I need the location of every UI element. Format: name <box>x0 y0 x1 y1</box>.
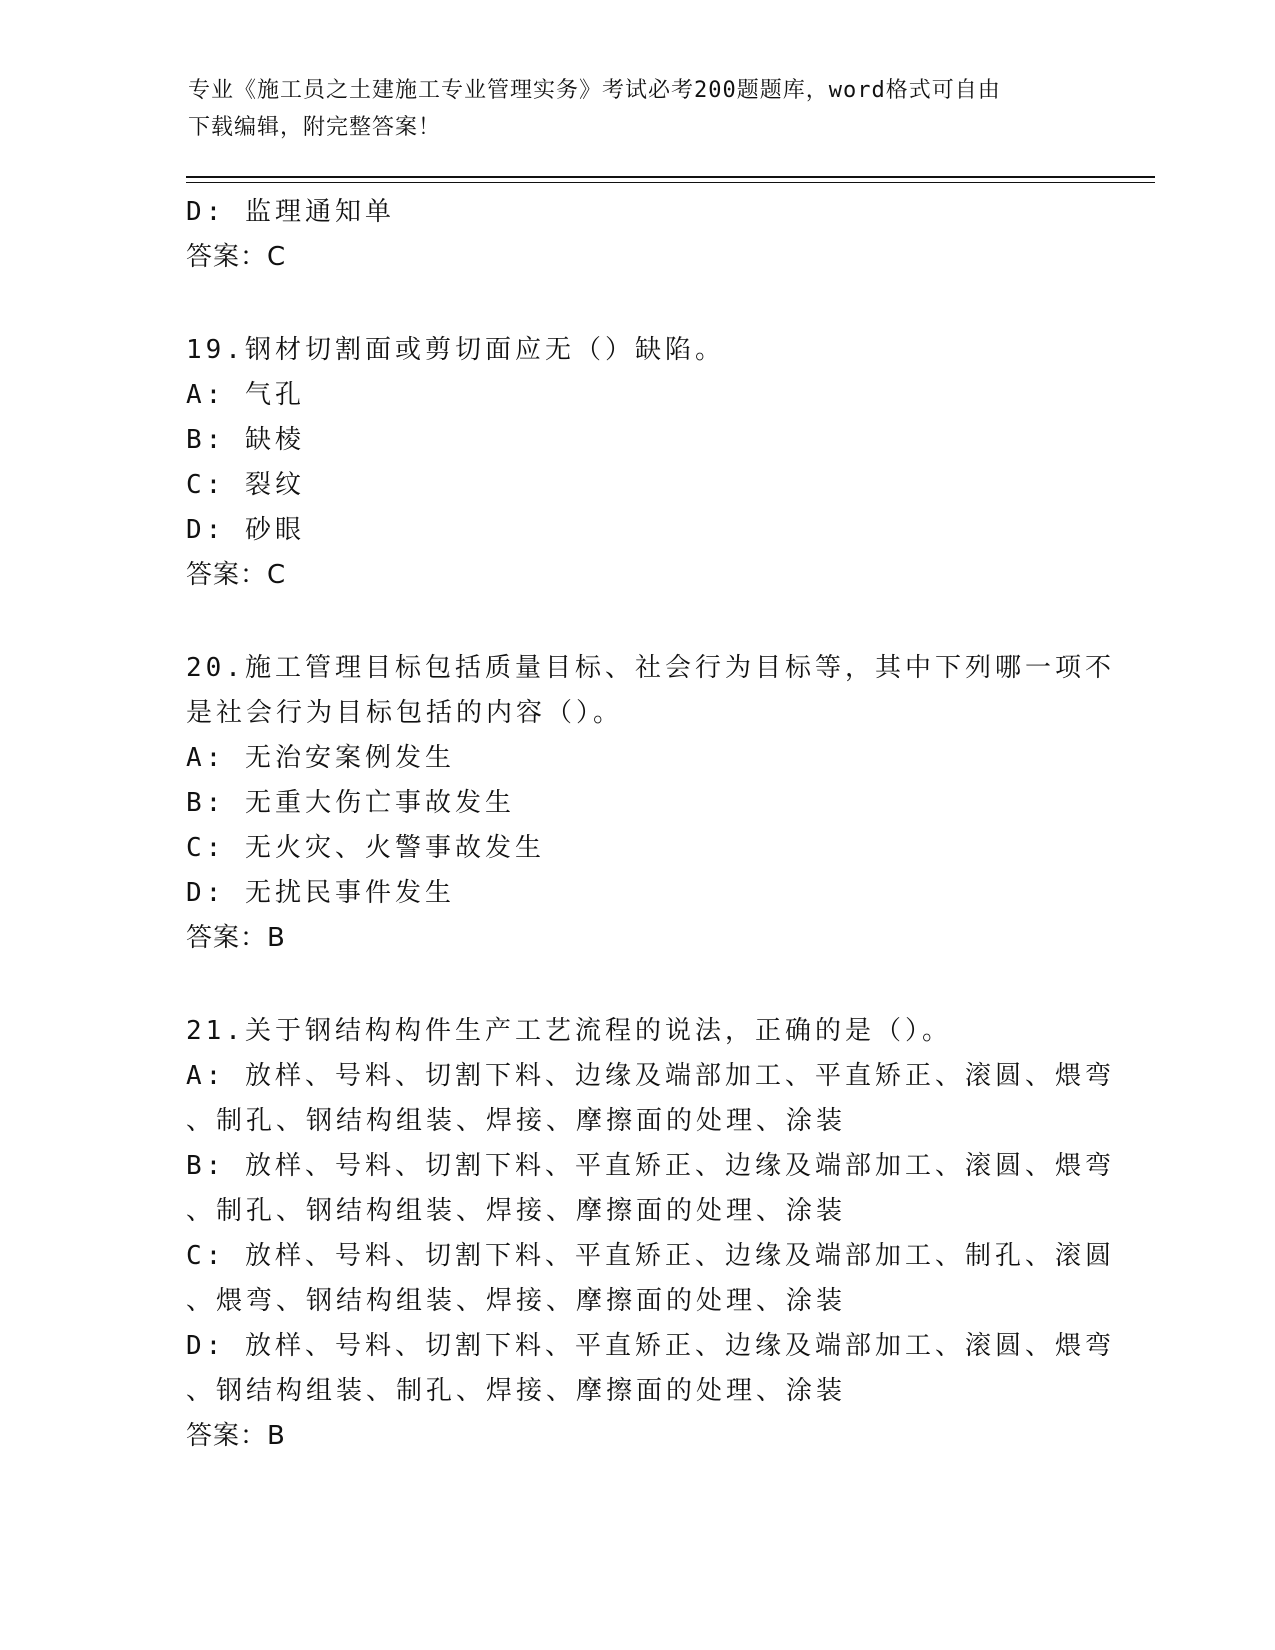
option-a: A: 气孔 <box>186 380 305 410</box>
question-stem-line-2: 是社会行为目标包括的内容（）。 <box>186 698 624 728</box>
question-21 <box>186 1009 1115 1459</box>
question-content <box>186 190 1115 1459</box>
spacer <box>186 280 1086 328</box>
option-d-line-2: 、钢结构组装、制孔、焊接、摩擦面的处理、涂装 <box>186 1376 847 1406</box>
option-a: A: 无治安案例发生 <box>186 743 455 773</box>
answer-line: 答案：B <box>186 923 286 953</box>
option-c: C: 裂纹 <box>186 470 305 500</box>
option-c-line-1: C: 放样、号料、切割下料、平直矫正、边缘及端部加工、制孔、滚圆 <box>186 1241 1115 1271</box>
option-c: C: 无火灾、火警事故发生 <box>186 833 545 863</box>
question-18-tail <box>186 190 1086 280</box>
option-a-line-1: A: 放样、号料、切割下料、边缘及端部加工、平直矫正、滚圆、煨弯 <box>186 1061 1115 1091</box>
answer-line: 答案：B <box>186 1421 286 1451</box>
option-c-line-2: 、煨弯、钢结构组装、焊接、摩擦面的处理、涂装 <box>186 1286 847 1316</box>
question-stem: 19.钢材切割面或剪切面应无（）缺陷。 <box>186 335 725 365</box>
spacer <box>186 598 1086 646</box>
header-line-2: 下载编辑，附完整答案！ <box>188 115 442 140</box>
answer-line: 答案：C <box>186 560 287 590</box>
page-header <box>188 72 1068 146</box>
question-20 <box>186 646 1115 961</box>
answer-line: 答案：C <box>186 242 287 272</box>
option-d: D: 砂眼 <box>186 515 305 545</box>
option-b-line-2: 、制孔、钢结构组装、焊接、摩擦面的处理、涂装 <box>186 1196 847 1226</box>
option-d: D: 监理通知单 <box>186 197 395 227</box>
question-stem: 21.关于钢结构构件生产工艺流程的说法，正确的是（）。 <box>186 1016 952 1046</box>
spacer <box>186 961 1086 1009</box>
header-rule-thick <box>186 176 1155 178</box>
option-a-line-2: 、制孔、钢结构组装、焊接、摩擦面的处理、涂装 <box>186 1106 847 1136</box>
option-d: D: 无扰民事件发生 <box>186 878 455 908</box>
option-b: B: 缺棱 <box>186 425 305 455</box>
option-b-line-1: B: 放样、号料、切割下料、平直矫正、边缘及端部加工、滚圆、煨弯 <box>186 1151 1115 1181</box>
question-stem-line-1: 20.施工管理目标包括质量目标、社会行为目标等，其中下列哪一项不 <box>186 653 1115 683</box>
header-rule-thin <box>186 182 1155 183</box>
question-19 <box>186 328 1086 598</box>
option-b: B: 无重大伤亡事故发生 <box>186 788 515 818</box>
option-d-line-1: D: 放样、号料、切割下料、平直矫正、边缘及端部加工、滚圆、煨弯 <box>186 1331 1115 1361</box>
header-line-1: 专业《施工员之土建施工专业管理实务》考试必考200题题库，word格式可自由 <box>188 78 1001 103</box>
